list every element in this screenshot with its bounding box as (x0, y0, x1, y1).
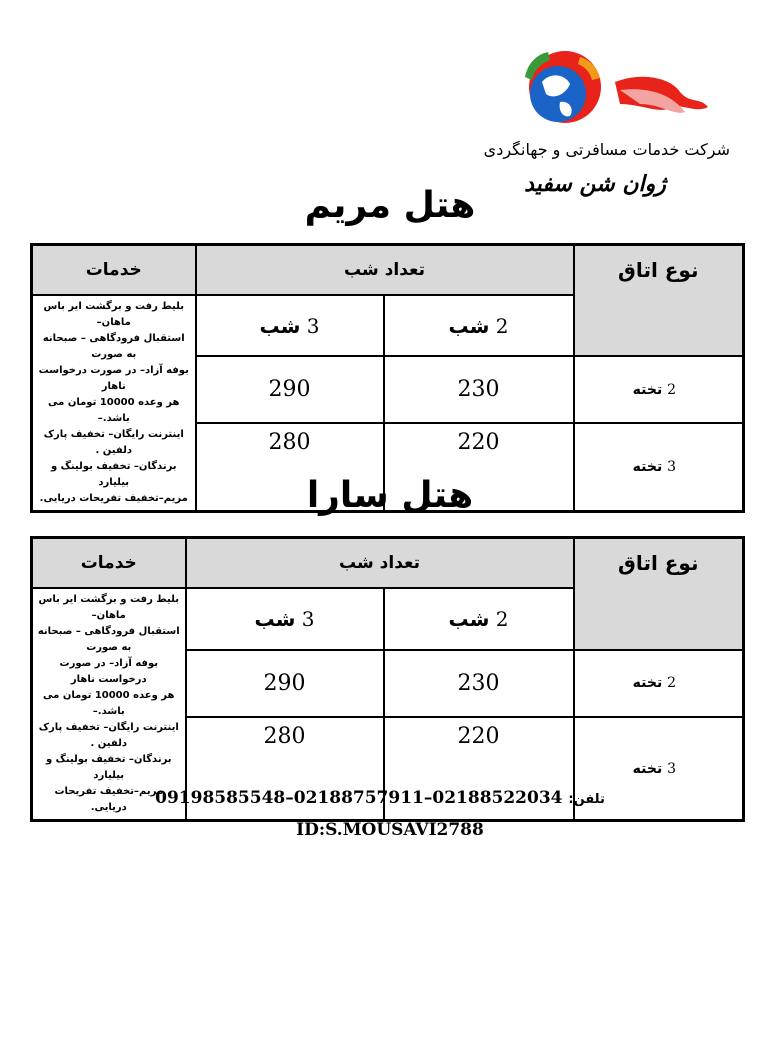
hotel-title-sara: هتل سارا (306, 475, 474, 516)
company-logo (520, 42, 710, 142)
price-3bed-2nights: 220 (384, 423, 574, 511)
price-table-sara (30, 536, 745, 822)
services-header: خدمات (32, 538, 186, 589)
nights-2-header: 2 شب (384, 295, 574, 356)
price-3bed-3nights: 280 (186, 717, 384, 820)
phone-line (150, 788, 610, 808)
nights-header: تعداد شب (196, 245, 574, 296)
price-table-maryam (30, 243, 745, 513)
nights-3-header: 3 شب (196, 295, 384, 356)
price-2bed-2nights: 230 (384, 356, 574, 423)
room-type-header: نوع اتاق (574, 245, 744, 357)
room-type-header: نوع اتاق (574, 538, 744, 650)
room-label-3bed: 3 تخته (574, 717, 744, 820)
hotel-title-maryam: هتل مریم (304, 185, 476, 226)
company-name: شرکت خدمات مسافرتی و جهانگردی (483, 140, 730, 159)
price-2bed-3nights: 290 (196, 356, 384, 423)
room-label-2bed: 2 تخته (574, 356, 744, 423)
price-2bed-3nights: 290 (186, 650, 384, 717)
price-3bed-2nights: 220 (384, 717, 574, 820)
room-label-3bed: 3 تخته (574, 423, 744, 511)
price-3bed-3nights: 280 (196, 423, 384, 511)
room-label-2bed: 2 تخته (574, 650, 744, 717)
company-brand: ژوان شن سفید (524, 172, 666, 197)
price-2bed-2nights: 230 (384, 650, 574, 717)
nights-2-header: 2 شب (384, 588, 574, 650)
nights-3-header: 3 شب (186, 588, 384, 650)
nights-header: تعداد شب (186, 538, 574, 589)
services-header: خدمات (32, 245, 196, 296)
phone-label: تلفن: (568, 792, 605, 807)
services-list: بلیط رفت و برگشت ایر باس ماهان– استقبال فرودگاهی – صبحانه به صورت بوفه آزاد– در صورت درخواست ناهار هر وعده 10000 تومان می باشد.– اینترنت رایگان– تخفیف پارک دلفین . برندگان– تخفیف بولینگ و بیلیارد مریم–تخفیف تفریحات دریایی. (32, 295, 196, 512)
services-list: بلیط رفت و برگشت ایر باس ماهان– استقبال فرودگاهی – صبحانه به صورت بوفه آزاد– در صورت درخواست ناهار هر وعده 10000 تومان می باشد.– اینترنت رایگان– تخفیف پارک دلفین . برندگان– تخفیف بولینگ و بیلیارد مریم–تخفیف تفریحات دریایی. (32, 588, 186, 821)
contact-id: ID:S.MOUSAVI2788 (296, 820, 484, 840)
phone-numbers: 02188522034–02188757911–09198585548 (155, 788, 563, 808)
